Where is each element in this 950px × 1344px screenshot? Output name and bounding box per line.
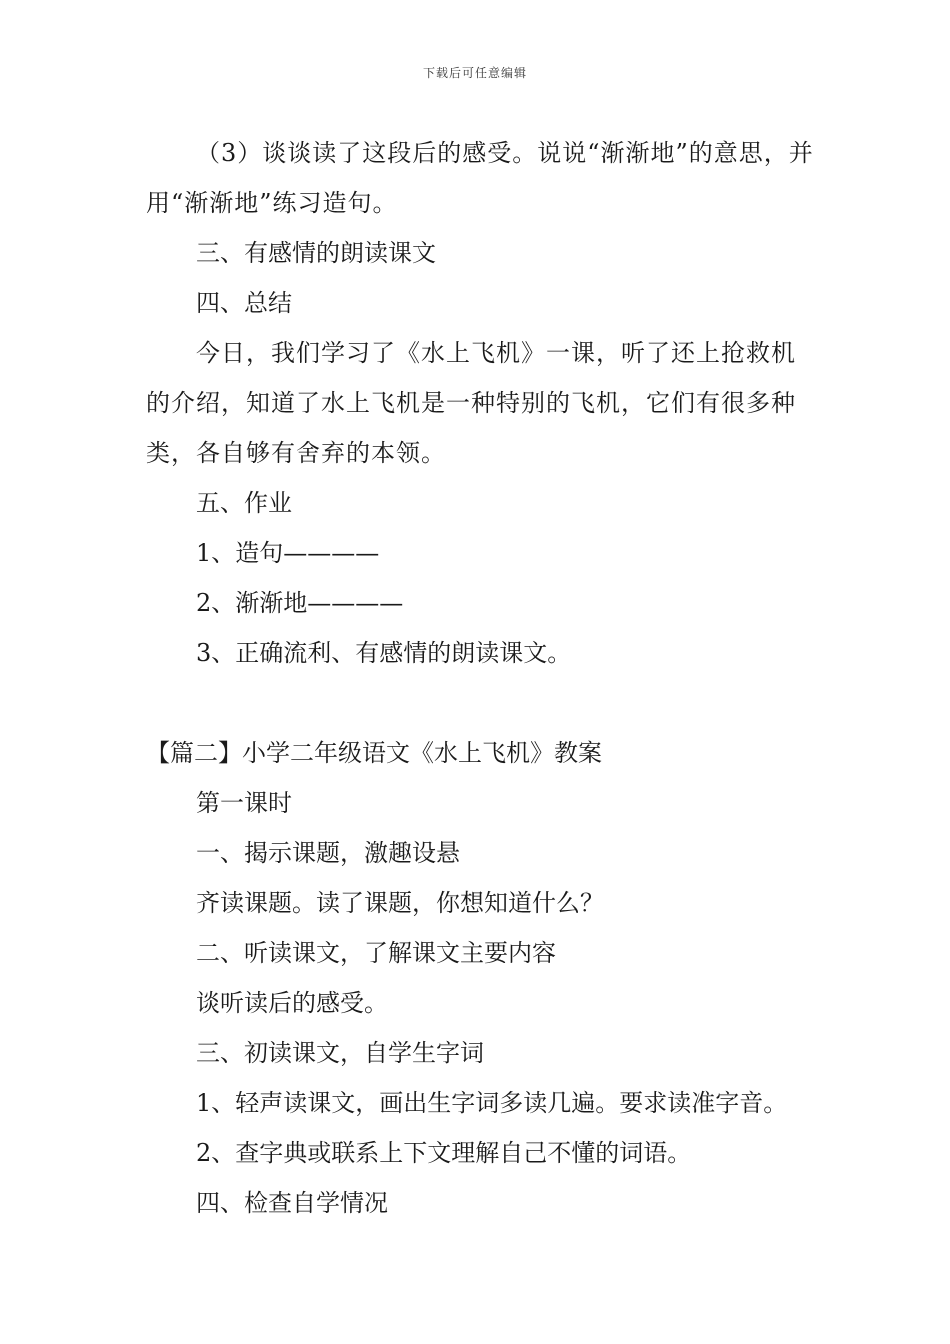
section-spacer [146,678,816,728]
homework-item-2: 2、渐渐地———— [196,589,404,617]
heading-listen-read: 二、听读课文，了解课文主要内容 [196,939,556,967]
homework-item-3: 3、正确流利、有感情的朗读课文。 [196,639,572,667]
study-item-2: 2、查字典或联系上下文理解自己不懂的词语。 [196,1139,692,1167]
paragraph-read-topic: 齐读课题。读了课题，你想知道什么？ [196,889,604,917]
heading-summary: 四、总结 [196,289,292,317]
heading-read-with-feeling: 三、有感情的朗读课文 [196,239,436,267]
study-item-1: 1、轻声读课文，画出生字词多读几遍。要求读准字音。 [196,1089,788,1117]
paragraph-listen-feeling: 谈听读后的感受。 [196,989,388,1017]
document-body [146,128,816,1228]
heading-reveal-topic: 一、揭示课题，激趣设悬 [196,839,460,867]
homework-item-1: 1、造句———— [196,539,380,567]
heading-check-study: 四、检查自学情况 [196,1189,388,1217]
heading-homework: 五、作业 [196,489,292,517]
heading-first-read: 三、初读课文，自学生字词 [196,1039,484,1067]
page-header: 下载后可任意编辑 [422,66,527,80]
section-title: 【篇二】小学二年级语文《水上飞机》教案 [146,739,602,767]
paragraph-summary: 今日，我们学习了《水上飞机》一课，听了还上抢救机的介绍，知道了水上飞机是一种特别的飞机，它们有很多种类，各自够有舍弃的本领。 [146,339,796,467]
paragraph-feeling-sentence: （3）谈谈读了这段后的感受。说说“渐渐地”的意思，并用“渐渐地”练习造句。 [146,139,814,217]
lesson-period: 第一课时 [196,789,292,817]
